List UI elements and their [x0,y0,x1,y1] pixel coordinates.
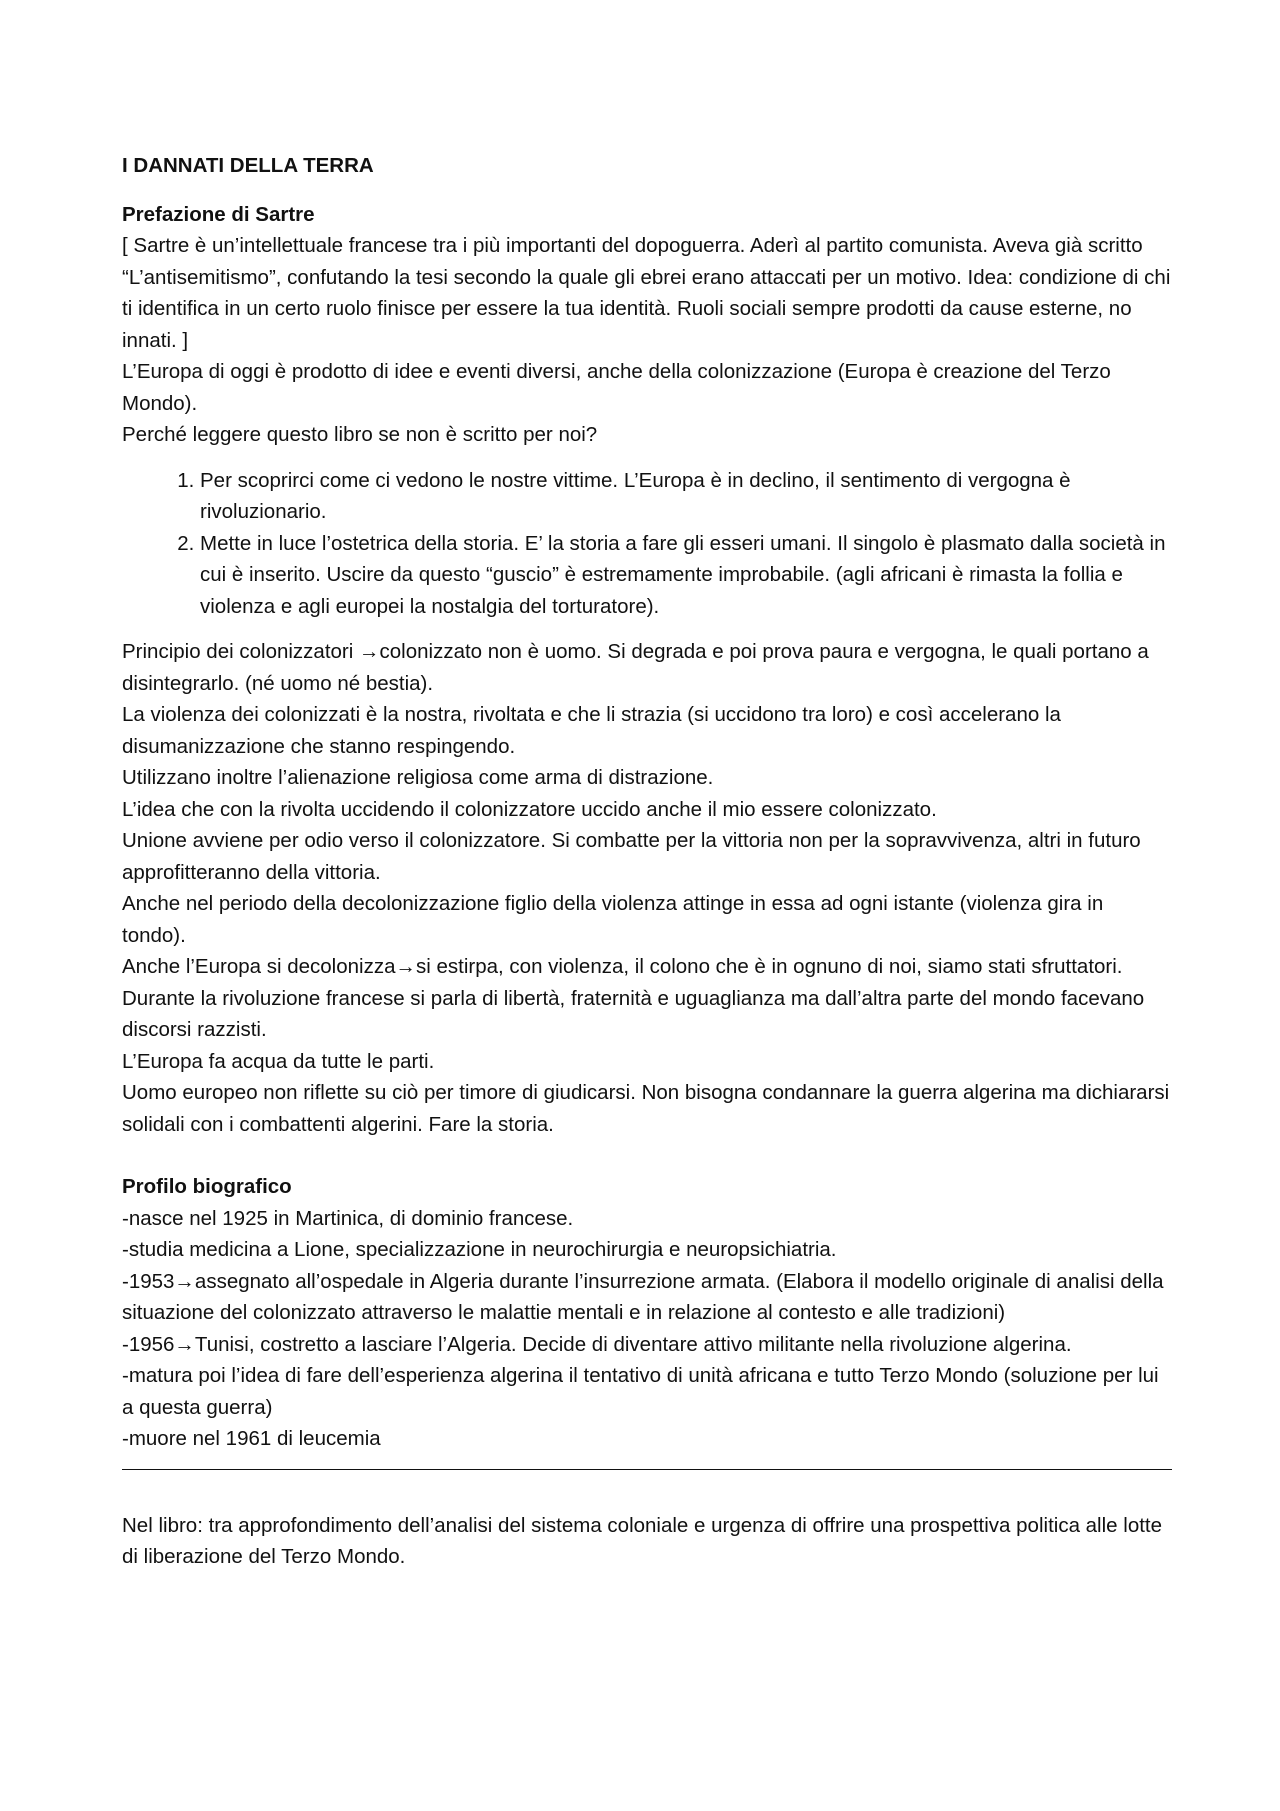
horizontal-rule [122,1469,1172,1470]
preface-line: Unione avviene per odio verso il colonizzatore. Si combatte per la vittoria non per la sopravvivenza, altri in futuro approfitteranno della vittoria. [122,829,1141,884]
spacer [122,451,1172,465]
spacer [122,1140,1172,1171]
list-item: 1. Per scoprirci come ci vedono le nostre vittime. L’Europa è in declino, il sentimento di vergogna è rivoluzionario. [200,465,1172,528]
document-title: I DANNATI DELLA TERRA [122,154,374,177]
preface-line: Anche l’Europa si decolonizza→si estirpa, con violenza, il colono che è in ognuno di noi, siamo stati sfruttatori. Durante la rivoluzione francese si parla di libertà, fraternità e uguaglianza ma dall’altra parte del mondo facevano discorsi razzisti. [122,955,1145,1041]
bio-line: -matura poi l’idea di fare dell’esperienza algerina il tentativo di unità africana e tutto Terzo Mondo (soluzione per lui a questa guerra) [122,1364,1159,1419]
preface-line: L’idea che con la rivolta uccidendo il colonizzatore uccido anche il mio essere colonizzato. [122,797,937,821]
reasons-list [122,465,1172,623]
preface-paragraph-question: Perché leggere questo libro se non è scritto per noi? [122,423,598,446]
bio-heading: Profilo biografico [122,1175,292,1198]
preface-paragraph-intro: [ Sartre è un’intellettuale francese tra i più importanti del dopoguerra. Aderì al partito comunista. Aveva già scritto “L’antisemitismo”, confutando la tesi secondo la quale gli ebrei erano attaccati per un motivo. Idea: condizione di chi ti identifica in un certo ruolo finisce per essere la tua identità. Ruoli sociali sempre prodotti da cause esterne, no innati. ] [122,234,1171,352]
preface-line: Utilizzano inoltre l’alienazione religiosa come arma di distrazione. [122,766,714,789]
bio-line: -studia medicina a Lione, specializzazione in neurochirurgia e neuropsichiatria. [122,1238,837,1261]
preface-line: L’Europa fa acqua da tutte le parti. [122,1049,435,1073]
bio-line: -nasce nel 1925 in Martinica, di dominio francese. [122,1206,574,1230]
preface-line: La violenza dei colonizzati è la nostra, rivoltata e che li strazia (si uccidono tra loro) e così accelerano la disumanizzazione che stanno respingendo. [122,703,1061,758]
preface-line: Principio dei colonizzatori →colonizzato non è uomo. Si degrada e poi prova paura e vergogna, le quali portano a disintegrarlo. (né uomo né bestia). [122,640,1149,695]
document-page [122,150,1172,1573]
list-item: 2. Mette in luce l’ostetrica della storia. E’ la storia a fare gli esseri umani. Il singolo è plasmato dalla società in cui è inserito. Uscire da questo “guscio” è estremamente improbabile. (agli africani è rimasta la follia e violenza e agli europei la nostalgia del torturatore). [200,528,1172,623]
preface-line: Uomo europeo non riflette su ciò per timore di giudicarsi. Non bisogna condannare la guerra algerina ma dichiararsi solidali con i combattenti algerini. Fare la storia. [122,1081,1170,1136]
bio-line: -1953→assegnato all’ospedale in Algeria durante l’insurrezione armata. (Elabora il modello originale di analisi della situazione del colonizzato attraverso le malattie mentali e in relazione al contesto e alle tradizioni) [122,1269,1164,1324]
preface-paragraph-europe: L’Europa di oggi è prodotto di idee e eventi diversi, anche della colonizzazione (Europa è creazione del Terzo Mondo). [122,360,1111,415]
closing-paragraph: Nel libro: tra approfondimento dell’analisi del sistema coloniale e urgenza di offrire una prospettiva politica alle lotte di liberazione del Terzo Mondo. [122,1513,1163,1568]
preface-line: Anche nel periodo della decolonizzazione figlio della violenza attinge in essa ad ogni istante (violenza gira in tondo). [122,892,1104,947]
bio-line: -muore nel 1961 di leucemia [122,1427,381,1450]
spacer [122,622,1172,636]
bio-line: -1956→Tunisi, costretto a lasciare l’Algeria. Decide di diventare attivo militante nella rivoluzione algerina. [122,1332,1072,1356]
preface-heading: Prefazione di Sartre [122,202,315,226]
